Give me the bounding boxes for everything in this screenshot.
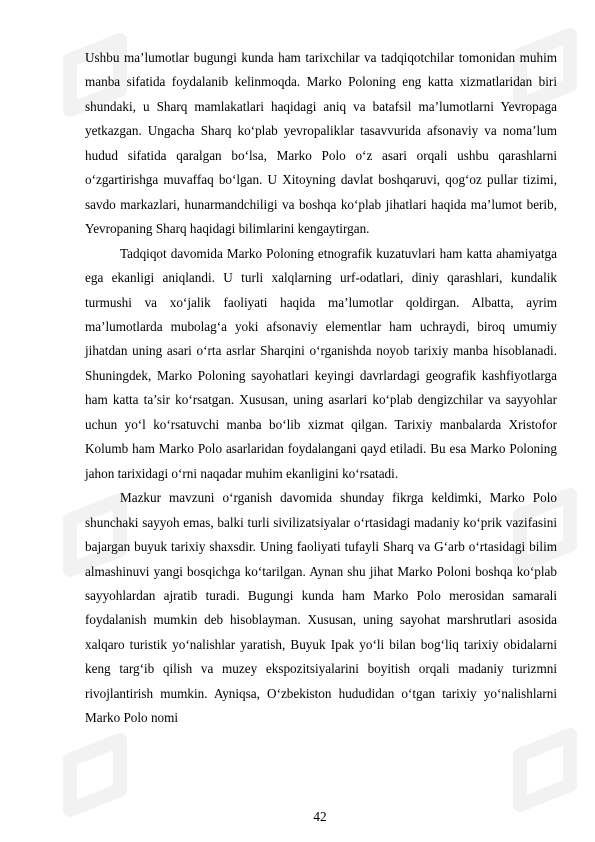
document-body xyxy=(85,46,557,731)
paragraph-2: Tadqiqot davomida Marko Poloning etnografik kuzatuvlari ham katta ahamiyatga ega ekanligi aniqlandi. U turli xalqlarning urf-odatlari, diniy qarashlari, kundalik turmushi va xo‘jalik faoliyati haqida ma’lumotlar qoldirgan. Albatta, ayrim ma’lumotlarda mubolag‘a yoki afsonaviy elementlar ham uchraydi, biroq umumiy jihatdan uning asari o‘rta asrlar Sharqini o‘rganishda noyob tarixiy manba hisoblanadi. Shuningdek, Marko Poloning sayohatlari keyingi davrlardagi geografik kashfiyotlarga ham katta ta’sir ko‘rsatgan. Xususan, uning asarlari ko‘plab dengizchilar va sayyohlar uchun yo‘l ko‘rsatuvchi manba bo‘lib xizmat qilgan. Tarixiy manbalarda Xristofor Kolumb ham Marko Polo asarlaridan foydalangani qayd etiladi. Bu esa Marko Poloning jahon tarixidagi o‘rni naqadar muhim ekanligini ko‘rsatadi. xyxy=(85,245,557,481)
paragraph-1: Ushbu ma’lumotlar bugungi kunda ham tarixchilar va tadqiqotchilar tomonidan muhim manba sifatida foydalanib kelinmoqda. Marko Poloning eng katta xizmatlaridan biri shundaki, u Sharq mamlakatlari haqidagi aniq va batafsil ma’lumotlarni Yevropaga yetkazgan. Ungacha Sharq ko‘plab yevropaliklar tasavvurida afsonaviy va noma’lum hudud sifatida qaralgan bo‘lsa, Marko Polo o‘z asari orqali ushbu qarashlarni o‘zgartirishga muvaffaq bo‘lgan. U Xitoyning davlat boshqaruvi, qog‘oz pullar tizimi, savdo markazlari, hunarmandchiligi va boshqa ko‘plab jihatlari haqida ma’lumot berib, Yevropaning Sharq haqidagi bilimlarini kengaytirgan. xyxy=(85,50,557,237)
page-number: 42 xyxy=(313,809,327,824)
paragraph-3: Mazkur mavzuni o‘rganish davomida shunday fikrga keldimki, Marko Polo shunchaki sayyoh emas, balki turli sivilizatsiyalar o‘rtasidagi madaniy ko‘prik vazifasini bajargan buyuk tarixiy shaxsdir. Uning faoliyati tufayli Sharq va G‘arb o‘rtasidagi bilim almashinuvi yangi bosqichga ko‘tarilgan. Aynan shu jihat Marko Poloni boshqa ko‘plab sayyohlardan ajratib turadi. Bugungi kunda ham Marko Polo merosidan samarali foydalanish mumkin deb hisoblayman. Xususan, uning sayohat marshrutlari asosida xalqaro turistik yo‘nalishlar yaratish, Buyuk Ipak yo‘li bilan bog‘liq tarixiy obidalarni keng targ‘ib qilish va muzey ekspozitsiyalarini boyitish orqali madaniy turizmni rivojlantirish mumkin. Ayniqsa, O‘zbekiston hududidan o‘tgan tarixiy yo‘nalishlarni Marko Polo nomi xyxy=(85,490,557,726)
